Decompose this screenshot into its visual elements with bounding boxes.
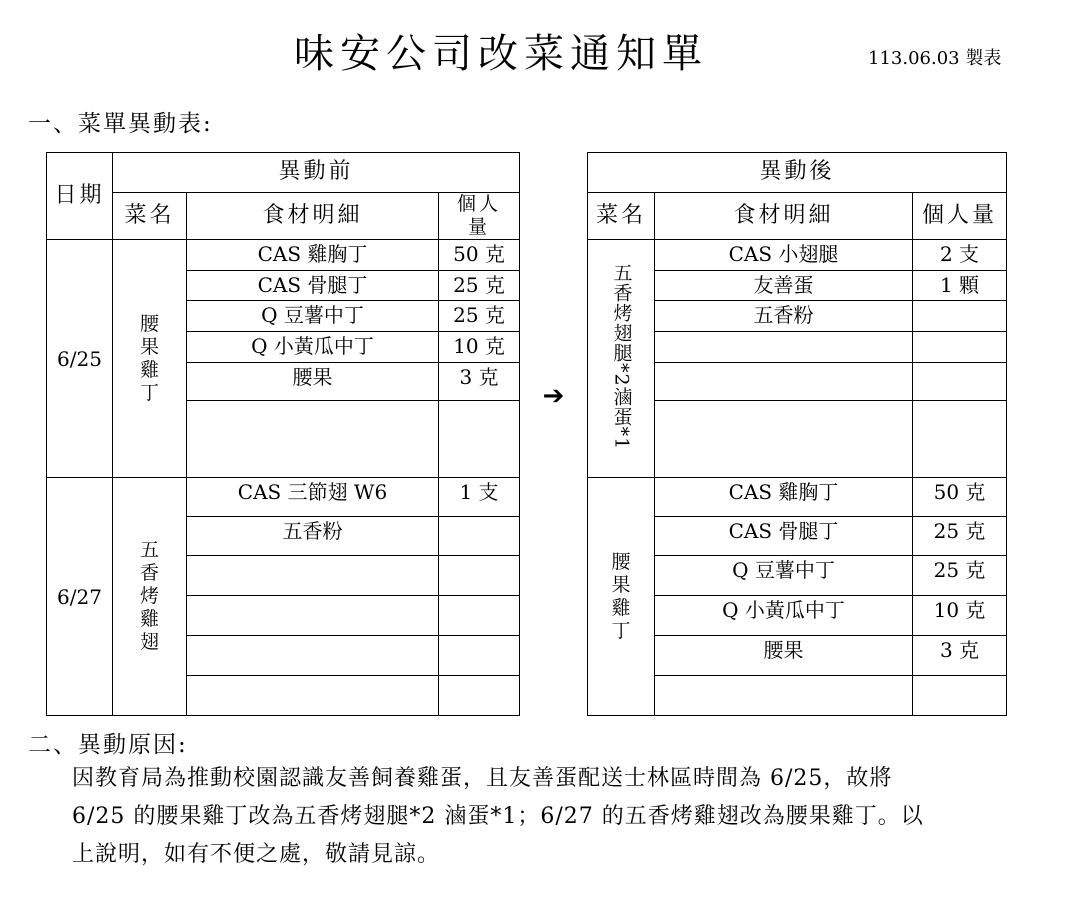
after-change-header: 異動後: [588, 153, 1007, 193]
before-amount: 50 克: [439, 240, 520, 271]
before-dish-cell: 腰果雞丁: [113, 240, 187, 478]
after-amount: [913, 332, 1007, 363]
reason-line-1: 因教育局為推動校園認識友善飼養雞蛋，且友善蛋配送士林區時間為 6/25，故將: [72, 766, 893, 791]
before-ingredient: CAS 雞胸丁: [187, 240, 439, 271]
arrow-gap: [520, 153, 588, 716]
after-dish-header: 菜名: [588, 193, 655, 240]
before-ingredient: 五香粉: [187, 517, 439, 556]
before-ingredient: [187, 636, 439, 676]
before-ingredient: [187, 401, 439, 478]
after-amount: [913, 676, 1007, 716]
after-amount: 1 顆: [913, 271, 1007, 301]
after-ingredient: 五香粉: [655, 301, 913, 332]
before-ingredient: [187, 556, 439, 596]
after-amount: 3 克: [913, 636, 1007, 676]
before-ingredient: [187, 596, 439, 636]
before-amount: [439, 676, 520, 716]
after-ingredients-header: 食材明細: [655, 193, 913, 240]
after-dish-cell: 腰果雞丁: [588, 478, 655, 716]
after-ingredient: 友善蛋: [655, 271, 913, 301]
date-column-header: 日期: [47, 153, 113, 240]
after-amount: [913, 301, 1007, 332]
before-amount: 1 支: [439, 478, 520, 517]
before-dish-cell: 五香烤雞翅: [113, 478, 187, 716]
after-ingredient: [655, 401, 913, 478]
section-2-heading: 二、異動原因:: [28, 732, 188, 758]
before-ingredient: [187, 676, 439, 716]
before-amount: [439, 517, 520, 556]
after-ingredient: Q 豆薯中丁: [655, 556, 913, 596]
before-amount: [439, 636, 520, 676]
after-amount: 25 克: [913, 556, 1007, 596]
before-ingredient: CAS 骨腿丁: [187, 271, 439, 301]
page-title: 味安公司改菜通知單: [294, 31, 708, 77]
after-ingredient: [655, 332, 913, 363]
before-change-header: 異動前: [113, 153, 520, 193]
before-ingredient: Q 豆薯中丁: [187, 301, 439, 332]
after-ingredient: [655, 676, 913, 716]
after-amount: 2 支: [913, 240, 1007, 271]
before-amount: 25 克: [439, 271, 520, 301]
before-amount: [439, 596, 520, 636]
date-cell: 6/27: [47, 478, 113, 716]
reason-line-3: 上說明，如有不便之處，敬請見諒。: [72, 842, 441, 867]
before-ingredient: 腰果: [187, 363, 439, 401]
before-ingredient: CAS 三節翅 W6: [187, 478, 439, 517]
after-ingredient: CAS 雞胸丁: [655, 478, 913, 517]
after-ingredient: [655, 363, 913, 401]
after-amount-header: 個人量: [913, 193, 1007, 240]
document-date: 113.06.03 製表: [868, 48, 1002, 69]
date-cell: 6/25: [47, 240, 113, 478]
before-amount-header: 個人量: [439, 193, 520, 240]
before-dish-header: 菜名: [113, 193, 187, 240]
before-ingredient: Q 小黃瓜中丁: [187, 332, 439, 363]
before-amount: [439, 556, 520, 596]
right-arrow-icon: ➔: [542, 380, 565, 411]
after-ingredient: 腰果: [655, 636, 913, 676]
after-amount: [913, 363, 1007, 401]
section-1-heading: 一、菜單異動表:: [28, 111, 213, 137]
after-amount: 10 克: [913, 596, 1007, 636]
after-ingredient: Q 小黃瓜中丁: [655, 596, 913, 636]
after-amount: [913, 401, 1007, 478]
after-dish-cell: 五香烤翅腿*2滷蛋*1: [588, 240, 655, 478]
before-ingredients-header: 食材明細: [187, 193, 439, 240]
reason-line-2: 6/25 的腰果雞丁改為五香烤翅腿*2 滷蛋*1；6/27 的五香烤雞翅改為腰果雞丁。以: [72, 804, 924, 829]
after-ingredient: CAS 小翅腿: [655, 240, 913, 271]
before-amount: 10 克: [439, 332, 520, 363]
menu-change-table: [46, 152, 1007, 716]
change-reason-paragraph: [72, 760, 1022, 874]
before-amount: 25 克: [439, 301, 520, 332]
before-amount: [439, 401, 520, 478]
after-ingredient: CAS 骨腿丁: [655, 517, 913, 556]
before-amount: 3 克: [439, 363, 520, 401]
after-amount: 25 克: [913, 517, 1007, 556]
after-amount: 50 克: [913, 478, 1007, 517]
